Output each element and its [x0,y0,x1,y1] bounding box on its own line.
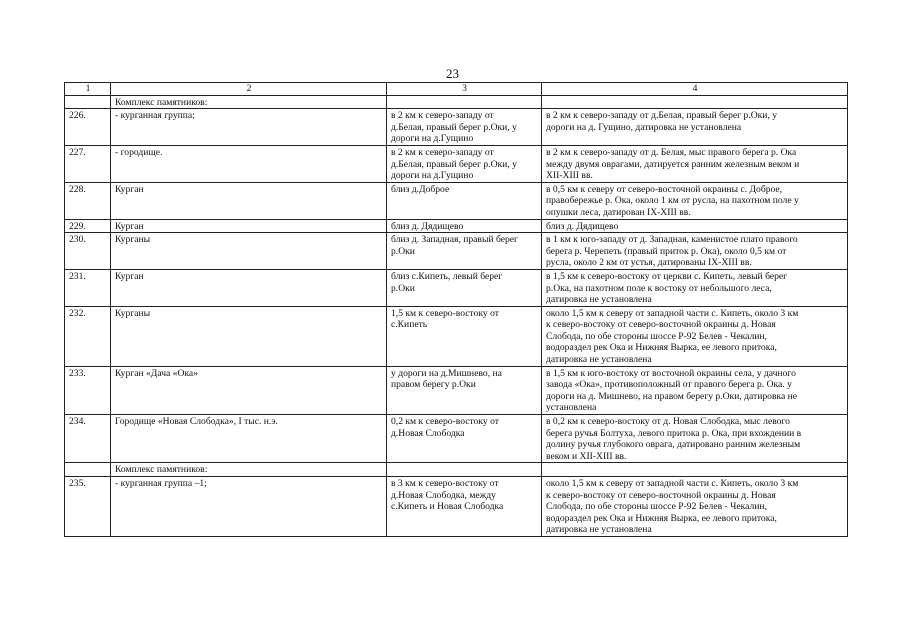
cell-name: - курганная группа –1; [111,477,387,537]
cell-description [542,95,848,109]
table-row [65,219,848,233]
cell-number: 233. [65,366,111,414]
table-row [65,269,848,306]
cell-name: Курганы [111,306,387,366]
cell-number [65,463,111,477]
cell-location [387,463,542,477]
cell-number: 234. [65,415,111,463]
cell-number: 232. [65,306,111,366]
cell-location: в 2 км к северо-западу от д.Белая, правый берег р.Оки, у дороги на д.Гущино [387,145,542,182]
table-row [65,145,848,182]
cell-number: 229. [65,219,111,233]
page-number: 23 [446,66,459,81]
cell-description: в 1,5 км к юго-востоку от восточной окраины села, у дачного завода «Ока», противоположный от правого берега р. Ока. у дороги на д. Мишнево, на правом берегу р.Оки, датировка не установлена [542,366,848,414]
cell-number: 235. [65,477,111,537]
cell-name: Курган [111,269,387,306]
cell-location: близ д. Дядищево [387,219,542,233]
cell-name: - городище. [111,145,387,182]
cell-number [65,95,111,109]
cell-description: близ д. Дядищево [542,219,848,233]
cell-description: в 0,2 км к северо-востоку от д. Новая Слободка, мыс левого берега ручья Болтуха, левого притока р. Ока, при вхождении в долину ручья глубокого оврага, датировано ранним железным веком и XII-XIII вв. [542,415,848,463]
cell-number: 230. [65,233,111,270]
cell-name: Курган «Дача «Ока» [111,366,387,414]
column-header: 3 [387,83,542,96]
group-heading-row [65,463,848,477]
cell-name: Курганы [111,233,387,270]
cell-location: в 3 км к северо-востоку от д.Новая Слободка, между с.Кипеть и Новая Слободка [387,477,542,537]
cell-location: 0,2 км к северо-востоку от д.Новая Слободка [387,415,542,463]
cell-description [542,463,848,477]
cell-description: около 1,5 км к северу от западной части с. Кипеть, около 3 км к северо-востоку от северо-восточной окраины д. Новая Слобода, по обе стороны шоссе Р-92 Белев - Чекалин, водораздел рек Ока и Нижняя Вырка, ее левого притока, датировка не установлена [542,306,848,366]
table-row [65,233,848,270]
cell-location: близ с.Кипеть, левый берег р.Оки [387,269,542,306]
cell-description: в 2 км к северо-западу от д. Белая, мыс правого берега р. Ока между двумя оврагами, датируется ранним железным веком и XII-XIII вв. [542,145,848,182]
column-header: 2 [111,83,387,96]
cell-location: близ д.Доброе [387,182,542,219]
table-row [65,306,848,366]
cell-description: в 0,5 км к северу от северо-восточной окраины с. Доброе, правобережье р. Ока, около 1 км от русла, на пахотном поле у опушки леса, датирован IX-XIII вв. [542,182,848,219]
table-row [65,477,848,537]
cell-description: около 1,5 км к северу от западной части с. Кипеть, около 3 км к северо-востоку от северо-восточной окраины д. Новая Слобода, по обе стороны шоссе Р-92 Белев - Чекалин, водораздел рек Ока и Нижняя Вырка, ее левого притока, датировка не установлена [542,477,848,537]
cell-description: в 1,5 км к северо-востоку от церкви с. Кипеть, левый берег р.Ока, на пахотном поле к востоку от небольшого леса, датировка не установлена [542,269,848,306]
column-header: 1 [65,83,111,96]
cell-name: Курган [111,219,387,233]
table-row [65,366,848,414]
group-heading: Комплекс памятников: [111,95,387,109]
monuments-table [64,82,848,537]
cell-location: у дороги на д.Мишнево, на правом берегу р.Оки [387,366,542,414]
cell-name: - курганная группа; [111,109,387,146]
table-row [65,109,848,146]
cell-location [387,95,542,109]
cell-number: 231. [65,269,111,306]
column-header: 4 [542,83,848,96]
cell-number: 227. [65,145,111,182]
group-heading: Комплекс памятников: [111,463,387,477]
table-row [65,415,848,463]
cell-location: в 2 км к северо-западу от д.Белая, правый берег р.Оки, у дороги на д.Гущино [387,109,542,146]
cell-number: 226. [65,109,111,146]
table-header-row [65,83,848,96]
cell-description: в 2 км к северо-западу от д.Белая, правый берег р.Оки, у дороги на д. Гущино, датировка не установлена [542,109,848,146]
table-row [65,182,848,219]
cell-location: близ д. Западная, правый берег р.Оки [387,233,542,270]
cell-number: 228. [65,182,111,219]
group-heading-row [65,95,848,109]
cell-location: 1,5 км к северо-востоку от с.Кипеть [387,306,542,366]
cell-description: в 1 км к юго-западу от д. Западная, каменистое плато правого берега р. Черепеть (правый приток р. Ока), около 0,5 км от русла, около 2 км от устья, датированы IX-XIII вв. [542,233,848,270]
cell-name: Городище «Новая Слободка», I тыс. н.э. [111,415,387,463]
cell-name: Курган [111,182,387,219]
